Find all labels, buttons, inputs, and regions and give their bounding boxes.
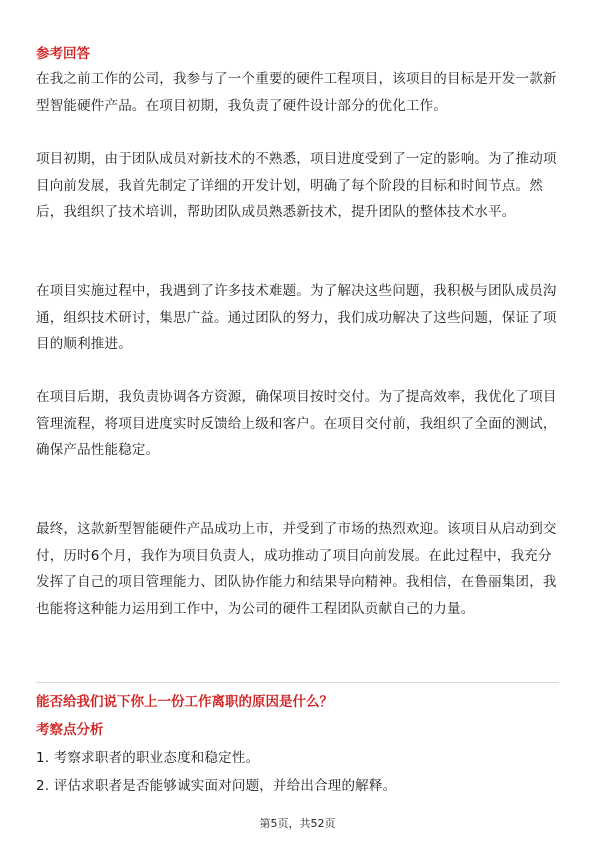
answer-paragraph-3: 在项目实施过程中，我遇到了许多技术难题。为了解决这些问题，我积极与团队成员沟通，组织技术研讨，集思广益。通过团队的努力，我们成功解决了这些问题，保证了项目的顺利推进。 [36, 283, 557, 352]
page-number-footer: 第5页，共52页 [259, 817, 336, 830]
answer-paragraph-2: 项目初期，由于团队成员对新技术的不熟悉，项目进度受到了一定的影响。为了推动项目向前发展，我首先制定了详细的开发计划，明确了每个阶段的目标和时间节点。然后，我组织了技术培训，帮助团队成员熟悉新技术，提升团队的整体技术水平。 [36, 151, 557, 220]
section-divider [36, 682, 559, 683]
answer-paragraph-5: 最终，这款新型智能硬件产品成功上市，并受到了市场的热烈欢迎。该项目从启动到交付，历时6个月，我作为项目负责人，成功推动了项目向前发展。在此过程中，我充分发挥了自己的项目管理能力、团队协作能力和结果导向精神。我相信，在鲁丽集团，我也能将这种能力运用到工作中，为公司的硬件工程团队贡献自己的力量。 [36, 521, 557, 617]
answer-paragraph-4: 在项目后期，我负责协调各方资源，确保项目按时交付。为了提高效率，我优化了项目管理流程，将项目进度实时反馈给上级和客户。在项目交付前，我组织了全面的测试，确保产品性能稳定。 [36, 389, 557, 458]
analysis-subheading: 考察点分析 [36, 722, 104, 738]
answer-paragraph-1: 在我之前工作的公司，我参与了一个重要的硬件工程项目，该项目的目标是开发一款新型智能硬件产品。在项目初期，我负责了硬件设计部分的优化工作。 [36, 71, 557, 114]
analysis-point-1: 1. 考察求职者的职业态度和稳定性。 [36, 750, 260, 766]
interview-question-heading: 能否给我们说下你上一份工作离职的原因是什么？ [36, 694, 333, 710]
analysis-point-2: 2. 评估求职者是否能够诚实面对问题，并给出合理的解释。 [36, 778, 397, 794]
reference-answer-heading: 参考回答 [36, 46, 90, 62]
